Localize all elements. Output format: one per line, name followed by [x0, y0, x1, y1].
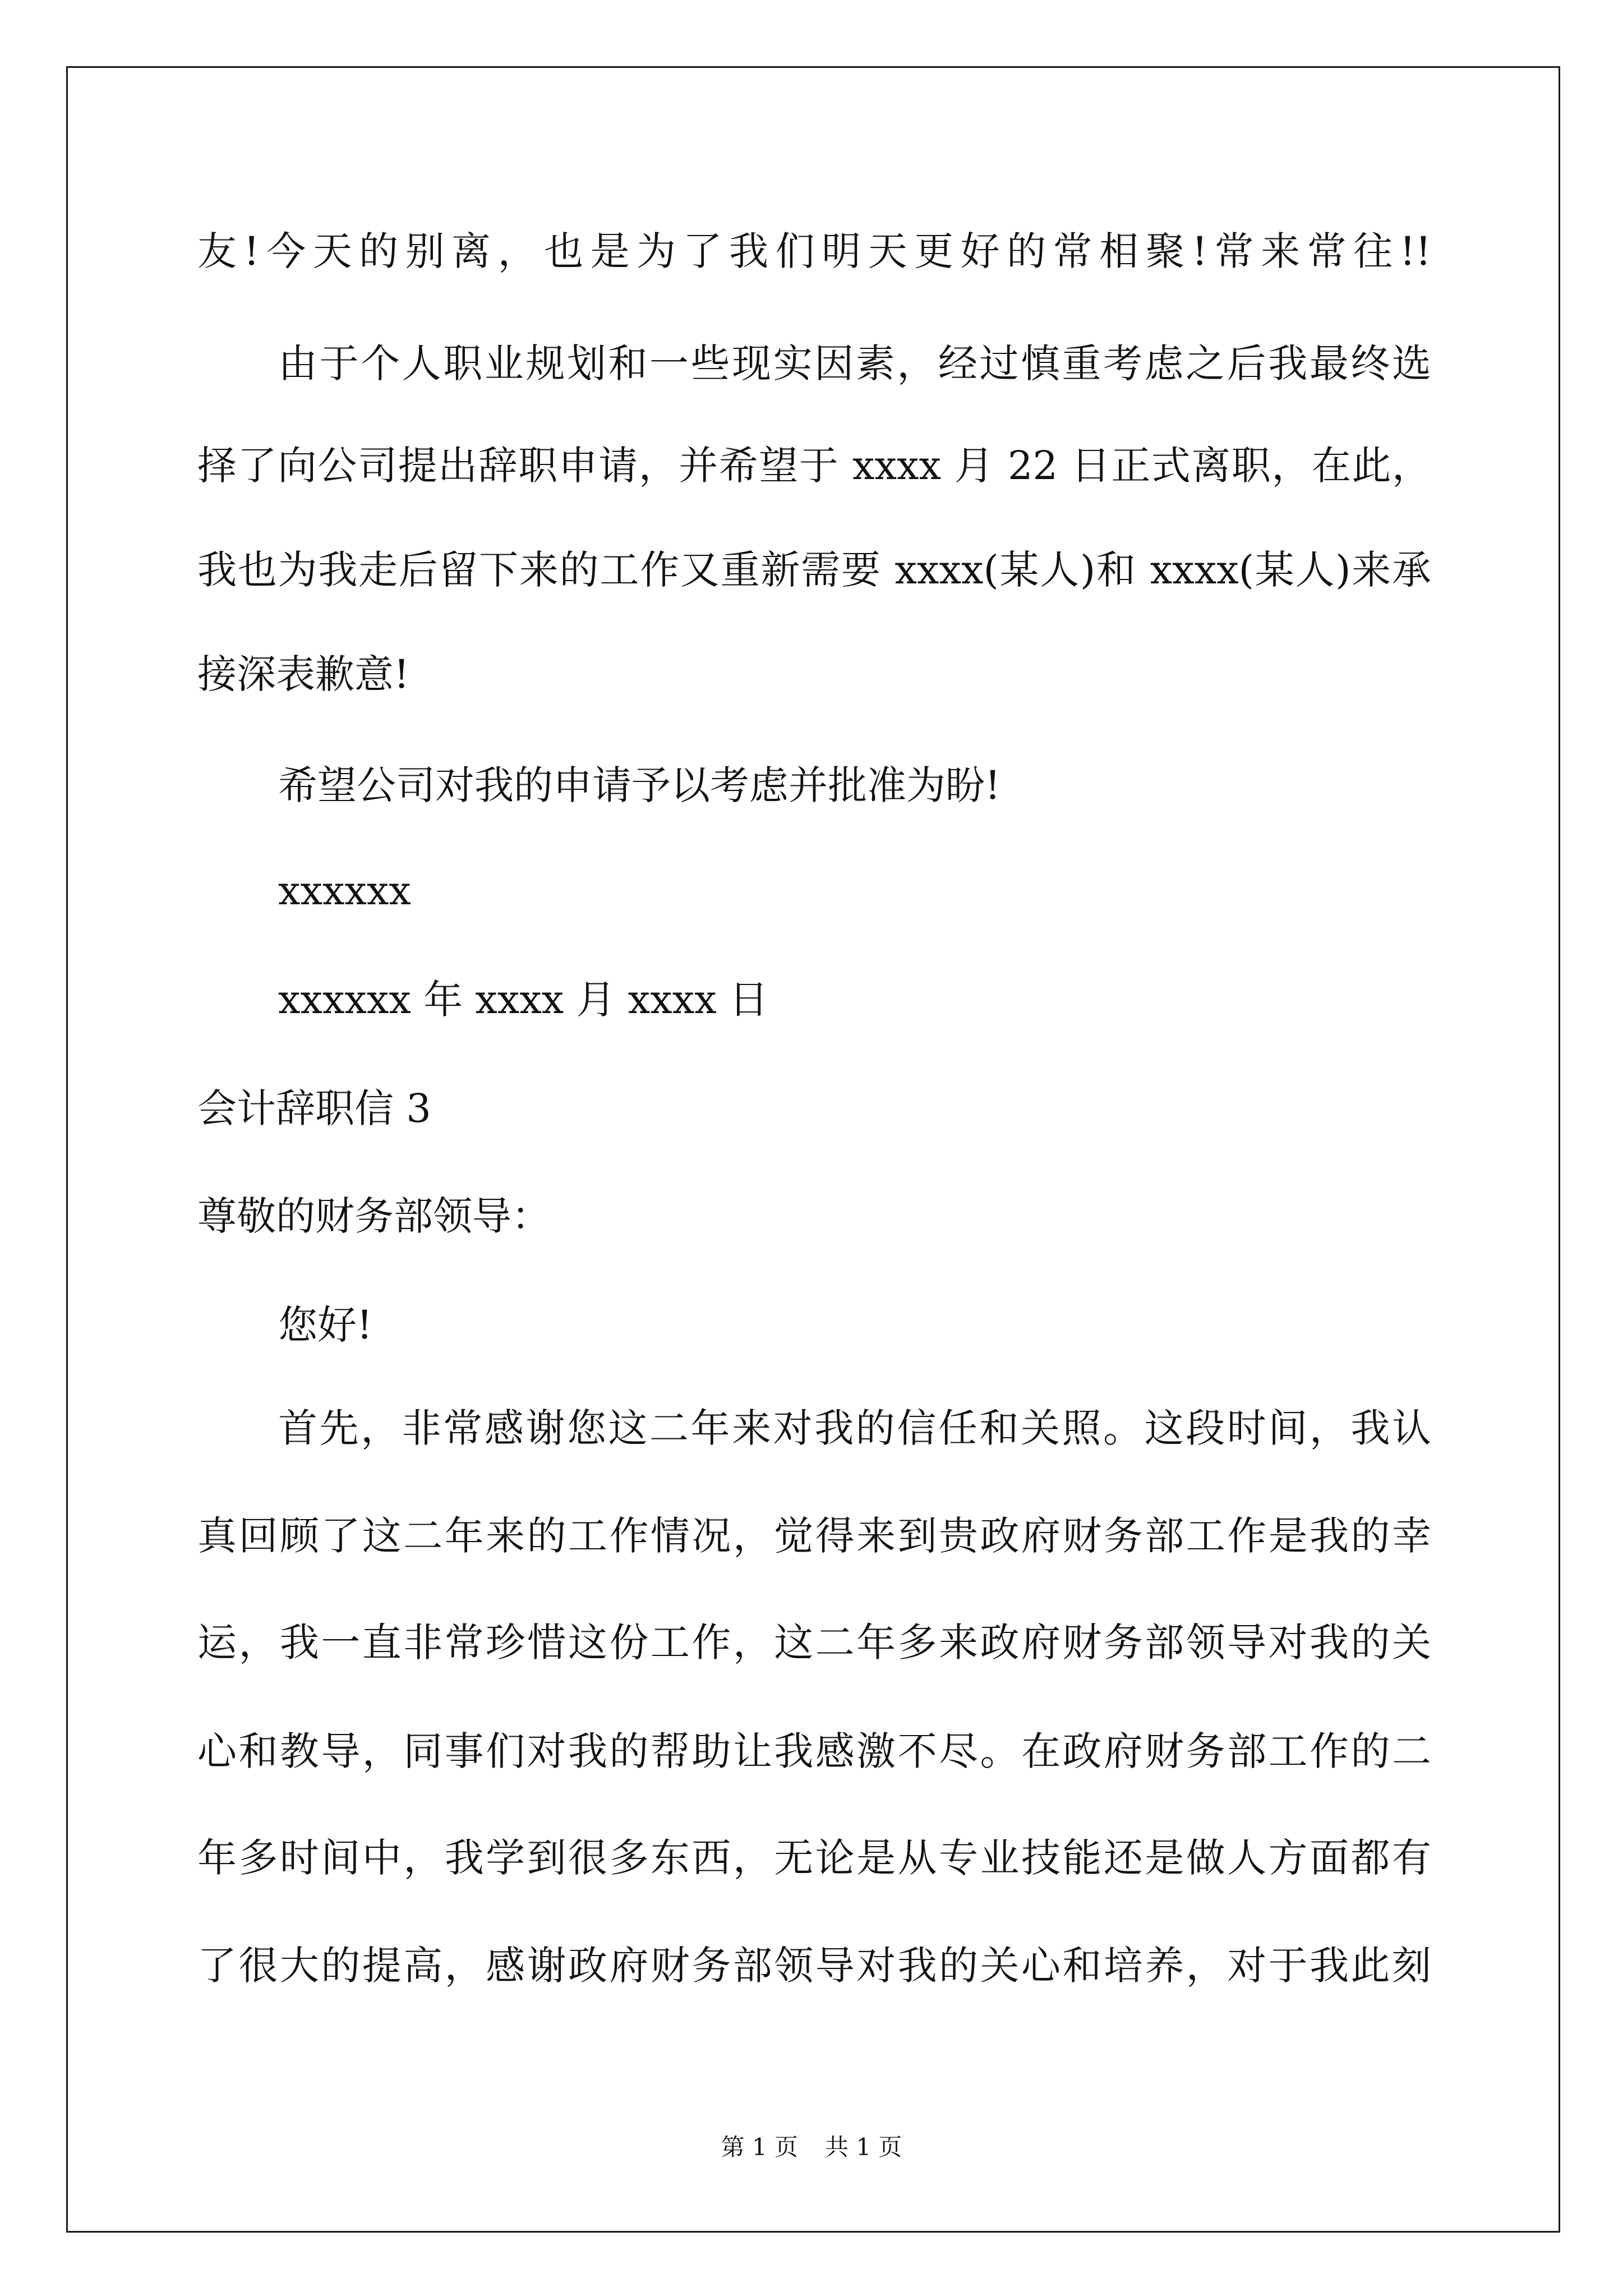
page-number: 第 1 页: [721, 2133, 798, 2161]
text-line: 运，我一直非常珍惜这份工作，这二年多来政府财务部领导对我的关: [197, 1619, 1431, 1665]
text-line: 友!今天的别离，也是为了我们明天更好的常相聚!常来常往!!: [197, 228, 1431, 274]
page-total: 共 1 页: [825, 2133, 902, 2161]
text-line: 了很大的提高，感谢政府财务部领导对我的关心和培养，对于我此刻: [197, 1943, 1431, 1989]
greeting: 您好!: [278, 1302, 373, 1348]
text-line: 年多时间中，我学到很多东西，无论是从专业技能还是做人方面都有: [197, 1835, 1431, 1881]
text-line: 首先，非常感谢您这二年来对我的信任和关照。这段时间，我认: [278, 1405, 1431, 1451]
text-line: 接深表歉意!: [197, 651, 410, 697]
text-line: 择了向公司提出辞职申请，并希望于 xxxx 月 22 日正式离职，在此，: [197, 443, 1431, 489]
text-line: 真回顾了这二年来的工作情况，觉得来到贵政府财务部工作是我的幸: [197, 1513, 1431, 1559]
text-line: 我也为我走后留下来的工作又重新需要 xxxx(某人)和 xxxx(某人)来承: [197, 547, 1431, 593]
salutation: 尊敬的财务部领导：: [197, 1193, 551, 1239]
page-footer: [0, 2131, 1623, 2164]
signature-name: xxxxxx: [278, 868, 411, 914]
signature-date: xxxxxx 年 xxxx 月 xxxx 日: [278, 977, 768, 1023]
text-line: 希望公司对我的申请予以考虑并批准为盼!: [278, 762, 1001, 808]
text-line: 由于个人职业规划和一些现实因素，经过慎重考虑之后我最终选: [278, 341, 1431, 386]
text-line: 心和教导，同事们对我的帮助让我感激不尽。在政府财务部工作的二: [197, 1728, 1431, 1774]
section-title: 会计辞职信 3: [197, 1085, 431, 1131]
